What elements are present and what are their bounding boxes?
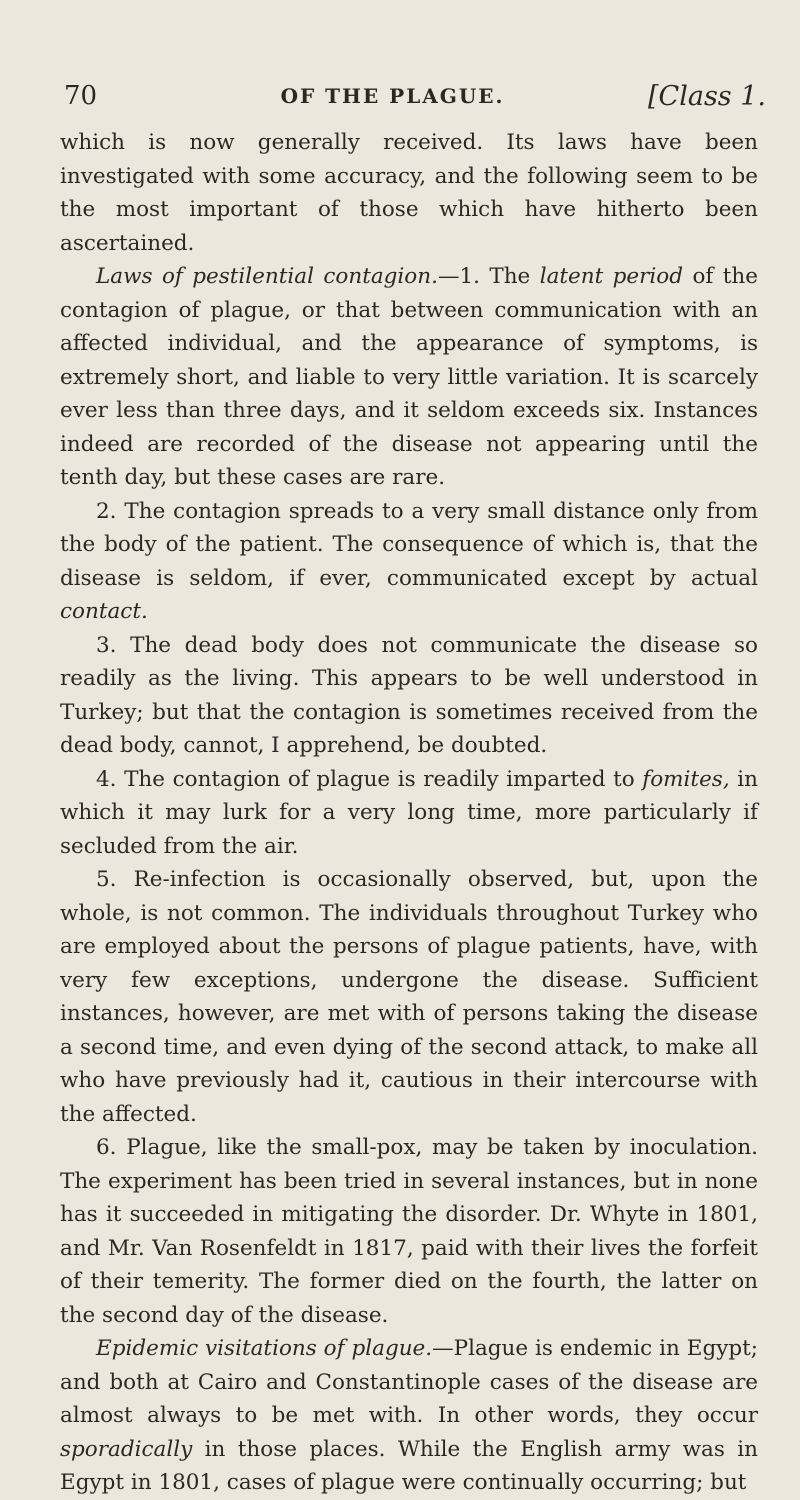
paragraph-law-6 — [60, 1131, 758, 1332]
paragraph-law-1 — [60, 260, 758, 495]
epidemic-rest: in those places. While the English army was in Egypt in 1801, cases of plague were continually occurring; but — [60, 1436, 758, 1495]
section-heading-epidemic: Epidemic visitations of plague. — [96, 1336, 433, 1361]
law-5-text: 5. Re-infection is occasionally observed, but, upon the whole, is not common. The individuals throughout Turkey who are employed about the persons of plague patients, have, with very few exceptions, undergone the disease. Sufficient instances, however, are met with of persons taking the disease a second time, and even dying of the second attack, to make all who have previously had it, cautious in their intercourse with the affected. — [60, 867, 758, 1127]
page-number: 70 — [64, 81, 98, 111]
paragraph-epidemic — [60, 1332, 758, 1500]
epidemic-text: —Plague is endemic in Egypt; and both at Cairo and Constantinople cases of the disease are almost always to be met with. In other words, they occur — [60, 1336, 759, 1428]
paragraph-intro-text: which is now generally received. Its laws have been investigated with some accuracy, and the following seem to be the most important of those which have hitherto been ascertained. — [60, 130, 758, 256]
law-6-text: 6. Plague, like the small-pox, may be taken by inoculation. The experiment has been tried in several instances, but in none has it succeeded in mitigating the disorder. Dr. Whyte in 1801, and Mr. Van Rosenfeldt in 1817, paid with their lives the forfeit of their temerity. The former died on the fourth, the latter on the second day of the disease. — [60, 1135, 758, 1328]
term-sporadically: sporadically — [60, 1436, 193, 1462]
law-1-text: of the contagion of plague, or that between communication with an affected individual, and the appearance of symptoms, is extremely short, and liable to very little variation. It is scarcely ever less than three days, and it seldom exceeds six. Instances indeed are recorded of the disease not appearing until the tenth day, but these cases are rare. — [60, 264, 758, 490]
paragraph-law-3 — [60, 629, 758, 763]
paragraph-law-4 — [60, 763, 758, 864]
law-3-text: 3. The dead body does not communicate the disease so readily as the living. This appears to be well understood in Turkey; but that the contagion is sometimes received from the dead body, cannot, I apprehend, be doubted. — [60, 632, 758, 758]
class-label: [Class 1. — [648, 80, 766, 112]
running-title: OF THE PLAGUE. — [280, 84, 505, 108]
page-header — [64, 78, 766, 114]
law-4-rest: in which it may lurk for a very long time, more particularly if secluded from the air. — [60, 766, 758, 859]
paragraph-intro — [60, 126, 758, 260]
paragraph-law-5 — [60, 863, 758, 1131]
term-fomites: fomites, — [642, 766, 730, 792]
term-latent-period: latent period — [539, 264, 684, 289]
law-1-number: —1. The — [437, 264, 531, 289]
law-2-text: 2. The contagion spreads to a very small distance only from the body of the patient. The consequence of which is, that the disease is seldom, if ever, communicated except by actual — [60, 498, 758, 591]
paragraph-law-2 — [60, 495, 758, 629]
law-4-text: 4. The contagion of plague is readily imparted to — [96, 766, 635, 792]
body-text — [60, 126, 758, 1500]
section-heading-laws: Laws of pestilential contagion. — [96, 264, 438, 289]
term-contact: contact. — [60, 599, 148, 624]
